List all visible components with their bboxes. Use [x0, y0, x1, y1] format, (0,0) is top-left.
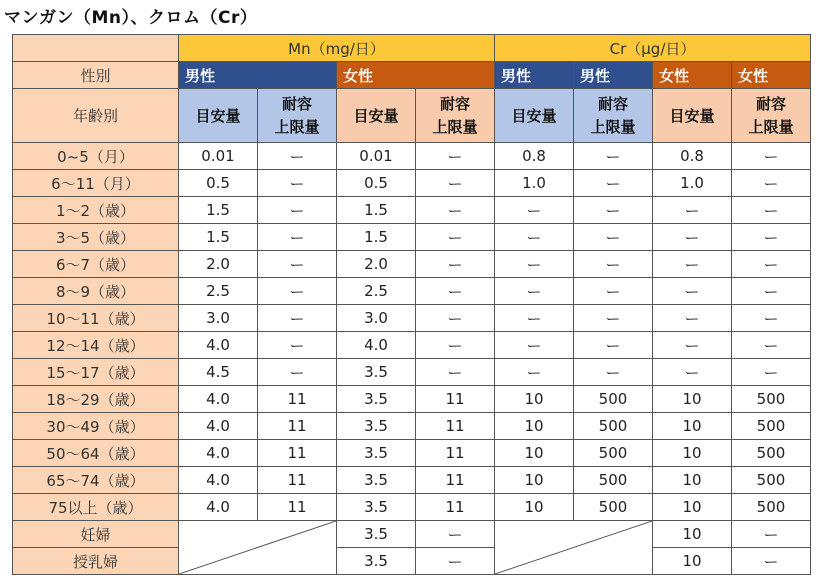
value-cell: ー	[495, 359, 574, 386]
value-cell: 3.5	[337, 359, 416, 386]
cr-male-header-2: 男性	[574, 62, 653, 89]
cr-female-header: 女性	[653, 62, 732, 89]
value-cell: 4.0	[179, 386, 258, 413]
value-cell: ー	[653, 197, 732, 224]
value-cell: ー	[732, 548, 811, 575]
value-cell: ー	[732, 332, 811, 359]
value-cell: 1.5	[337, 197, 416, 224]
value-cell: ー	[495, 332, 574, 359]
cr-female-upper	[732, 89, 811, 143]
age-cell: 0~5（月）	[13, 143, 179, 170]
value-cell: ー	[416, 170, 495, 197]
cr-male-header: 男性	[495, 62, 574, 89]
value-cell: 11	[416, 494, 495, 521]
value-cell: ー	[574, 170, 653, 197]
value-cell: 2.5	[337, 278, 416, 305]
value-cell: ー	[732, 278, 811, 305]
value-cell: 10	[653, 413, 732, 440]
value-cell: 0.5	[337, 170, 416, 197]
value-cell: ー	[416, 251, 495, 278]
table-row	[13, 224, 811, 251]
age-cell: 妊婦	[13, 521, 179, 548]
value-cell: ー	[732, 197, 811, 224]
value-cell: ー	[574, 143, 653, 170]
value-cell: 1.0	[653, 170, 732, 197]
value-cell: ー	[258, 359, 337, 386]
cr-male-upper	[574, 89, 653, 143]
value-cell: 10	[495, 467, 574, 494]
upper-line2: 上限量	[432, 117, 478, 136]
age-cell: 75以上（歳）	[13, 494, 179, 521]
value-cell: ー	[416, 143, 495, 170]
table-row	[13, 332, 811, 359]
value-cell: 11	[258, 440, 337, 467]
value-cell: 4.0	[337, 332, 416, 359]
value-cell: 4.0	[179, 467, 258, 494]
value-cell: 500	[574, 386, 653, 413]
mn-male-adequate: 目安量	[179, 89, 258, 143]
age-cell: 50～64（歳）	[13, 440, 179, 467]
header-row-element	[13, 35, 811, 62]
upper-line2: 上限量	[590, 117, 636, 136]
value-cell: 2.0	[179, 251, 258, 278]
value-cell: 2.5	[179, 278, 258, 305]
value-cell: ー	[732, 170, 811, 197]
age-cell: 3～5（歳）	[13, 224, 179, 251]
value-cell: 3.5	[337, 548, 416, 575]
mn-female-header: 女性	[337, 62, 495, 89]
upper-line1: 耐容	[597, 94, 628, 113]
value-cell: 500	[732, 494, 811, 521]
value-cell: 10	[653, 386, 732, 413]
age-cell: 10～11（歳）	[13, 305, 179, 332]
mn-male-upper	[258, 89, 337, 143]
table-row	[13, 494, 811, 521]
value-cell: ー	[574, 197, 653, 224]
cr-female-header-2: 女性	[732, 62, 811, 89]
cr-header: Cr（μg/日）	[495, 35, 811, 62]
value-cell: 500	[574, 467, 653, 494]
value-cell: 11	[416, 467, 495, 494]
value-cell: ー	[653, 332, 732, 359]
diagonal-line	[495, 521, 652, 574]
header-row-sex	[13, 62, 811, 89]
value-cell: ー	[258, 278, 337, 305]
value-cell: ー	[732, 251, 811, 278]
value-cell: ー	[732, 224, 811, 251]
value-cell: 500	[732, 467, 811, 494]
special-row	[13, 521, 811, 548]
value-cell: 3.5	[337, 440, 416, 467]
value-cell: 0.8	[653, 143, 732, 170]
age-cell: 6～11（月）	[13, 170, 179, 197]
age-cell: 30～49（歳）	[13, 413, 179, 440]
table-row	[13, 170, 811, 197]
value-cell: ー	[732, 359, 811, 386]
value-cell: 10	[653, 494, 732, 521]
table-row	[13, 305, 811, 332]
value-cell: ー	[574, 224, 653, 251]
value-cell: ー	[258, 332, 337, 359]
value-cell: ー	[416, 332, 495, 359]
value-cell: ー	[258, 197, 337, 224]
not-applicable-cell	[495, 521, 653, 575]
value-cell: 11	[258, 413, 337, 440]
age-cell: 授乳婦	[13, 548, 179, 575]
value-cell: ー	[416, 305, 495, 332]
mn-header: Mn（mg/日）	[179, 35, 495, 62]
value-cell: ー	[732, 143, 811, 170]
value-cell: 500	[574, 440, 653, 467]
table-row	[13, 386, 811, 413]
value-cell: 10	[653, 521, 732, 548]
page-title: マンガン（Mn）、クロム（Cr）	[4, 8, 258, 28]
value-cell: 1.0	[495, 170, 574, 197]
table-row	[13, 440, 811, 467]
value-cell: 1.5	[337, 224, 416, 251]
value-cell: 500	[732, 413, 811, 440]
value-cell: 10	[495, 440, 574, 467]
upper-line2: 上限量	[274, 117, 320, 136]
value-cell: 11	[416, 413, 495, 440]
age-cell: 6～7（歳）	[13, 251, 179, 278]
header-row-type	[13, 89, 811, 143]
value-cell: ー	[732, 305, 811, 332]
value-cell: 10	[495, 413, 574, 440]
table-row	[13, 467, 811, 494]
value-cell: ー	[416, 521, 495, 548]
value-cell: ー	[416, 197, 495, 224]
table-row	[13, 251, 811, 278]
value-cell: 4.0	[179, 413, 258, 440]
age-cell: 1～2（歳）	[13, 197, 179, 224]
value-cell: 11	[416, 386, 495, 413]
value-cell: 11	[258, 494, 337, 521]
value-cell: ー	[258, 224, 337, 251]
age-cell: 12～14（歳）	[13, 332, 179, 359]
value-cell: 3.5	[337, 521, 416, 548]
value-cell: ー	[574, 305, 653, 332]
value-cell: 3.5	[337, 386, 416, 413]
age-cell: 8～9（歳）	[13, 278, 179, 305]
mn-female-upper	[416, 89, 495, 143]
value-cell: ー	[495, 251, 574, 278]
value-cell: ー	[574, 251, 653, 278]
value-cell: ー	[732, 521, 811, 548]
cr-female-adequate: 目安量	[653, 89, 732, 143]
special-row	[13, 548, 811, 575]
value-cell: 3.0	[337, 305, 416, 332]
value-cell: ー	[258, 251, 337, 278]
value-cell: 11	[258, 467, 337, 494]
value-cell: ー	[416, 548, 495, 575]
value-cell: ー	[574, 278, 653, 305]
mn-male-header: 男性	[179, 62, 337, 89]
mn-female-adequate: 目安量	[337, 89, 416, 143]
value-cell: 3.0	[179, 305, 258, 332]
value-cell: ー	[495, 278, 574, 305]
value-cell: ー	[495, 224, 574, 251]
value-cell: 0.01	[179, 143, 258, 170]
value-cell: 4.5	[179, 359, 258, 386]
value-cell: ー	[258, 170, 337, 197]
value-cell: 500	[574, 413, 653, 440]
upper-line2: 上限量	[748, 117, 794, 136]
value-cell: ー	[653, 305, 732, 332]
value-cell: 2.0	[337, 251, 416, 278]
value-cell: 4.0	[179, 494, 258, 521]
value-cell: 11	[258, 386, 337, 413]
value-cell: 0.8	[495, 143, 574, 170]
table-row	[13, 278, 811, 305]
table-row	[13, 197, 811, 224]
value-cell: 3.5	[337, 413, 416, 440]
value-cell: 4.0	[179, 440, 258, 467]
table-row	[13, 359, 811, 386]
header-corner	[13, 35, 179, 62]
diagonal-line	[179, 521, 336, 574]
value-cell: 11	[416, 440, 495, 467]
cr-male-adequate: 目安量	[495, 89, 574, 143]
age-cell: 18～29（歳）	[13, 386, 179, 413]
value-cell: ー	[258, 143, 337, 170]
value-cell: 10	[653, 440, 732, 467]
value-cell: ー	[653, 251, 732, 278]
sex-label: 性別	[13, 62, 179, 89]
age-cell: 15～17（歳）	[13, 359, 179, 386]
value-cell: 0.5	[179, 170, 258, 197]
value-cell: ー	[258, 305, 337, 332]
table-row	[13, 413, 811, 440]
age-cell: 65～74（歳）	[13, 467, 179, 494]
value-cell: 10	[653, 467, 732, 494]
upper-line1: 耐容	[281, 94, 312, 113]
upper-line1: 耐容	[439, 94, 470, 113]
value-cell: ー	[653, 278, 732, 305]
value-cell: ー	[653, 224, 732, 251]
value-cell: 1.5	[179, 224, 258, 251]
value-cell: ー	[416, 224, 495, 251]
value-cell: ー	[416, 359, 495, 386]
value-cell: ー	[495, 305, 574, 332]
upper-line1: 耐容	[755, 94, 786, 113]
value-cell: 10	[495, 386, 574, 413]
value-cell: 500	[732, 440, 811, 467]
value-cell: ー	[495, 197, 574, 224]
value-cell: 4.0	[179, 332, 258, 359]
value-cell: ー	[416, 278, 495, 305]
value-cell: 3.5	[337, 494, 416, 521]
value-cell: 10	[495, 494, 574, 521]
not-applicable-cell	[179, 521, 337, 575]
value-cell: ー	[574, 332, 653, 359]
intake-table	[12, 34, 811, 575]
value-cell: 3.5	[337, 467, 416, 494]
table-row	[13, 143, 811, 170]
value-cell: 0.01	[337, 143, 416, 170]
value-cell: 10	[653, 548, 732, 575]
value-cell: 1.5	[179, 197, 258, 224]
value-cell: 500	[732, 386, 811, 413]
value-cell: 500	[574, 494, 653, 521]
value-cell: ー	[574, 359, 653, 386]
age-label: 年齢別	[13, 89, 179, 143]
value-cell: ー	[653, 359, 732, 386]
